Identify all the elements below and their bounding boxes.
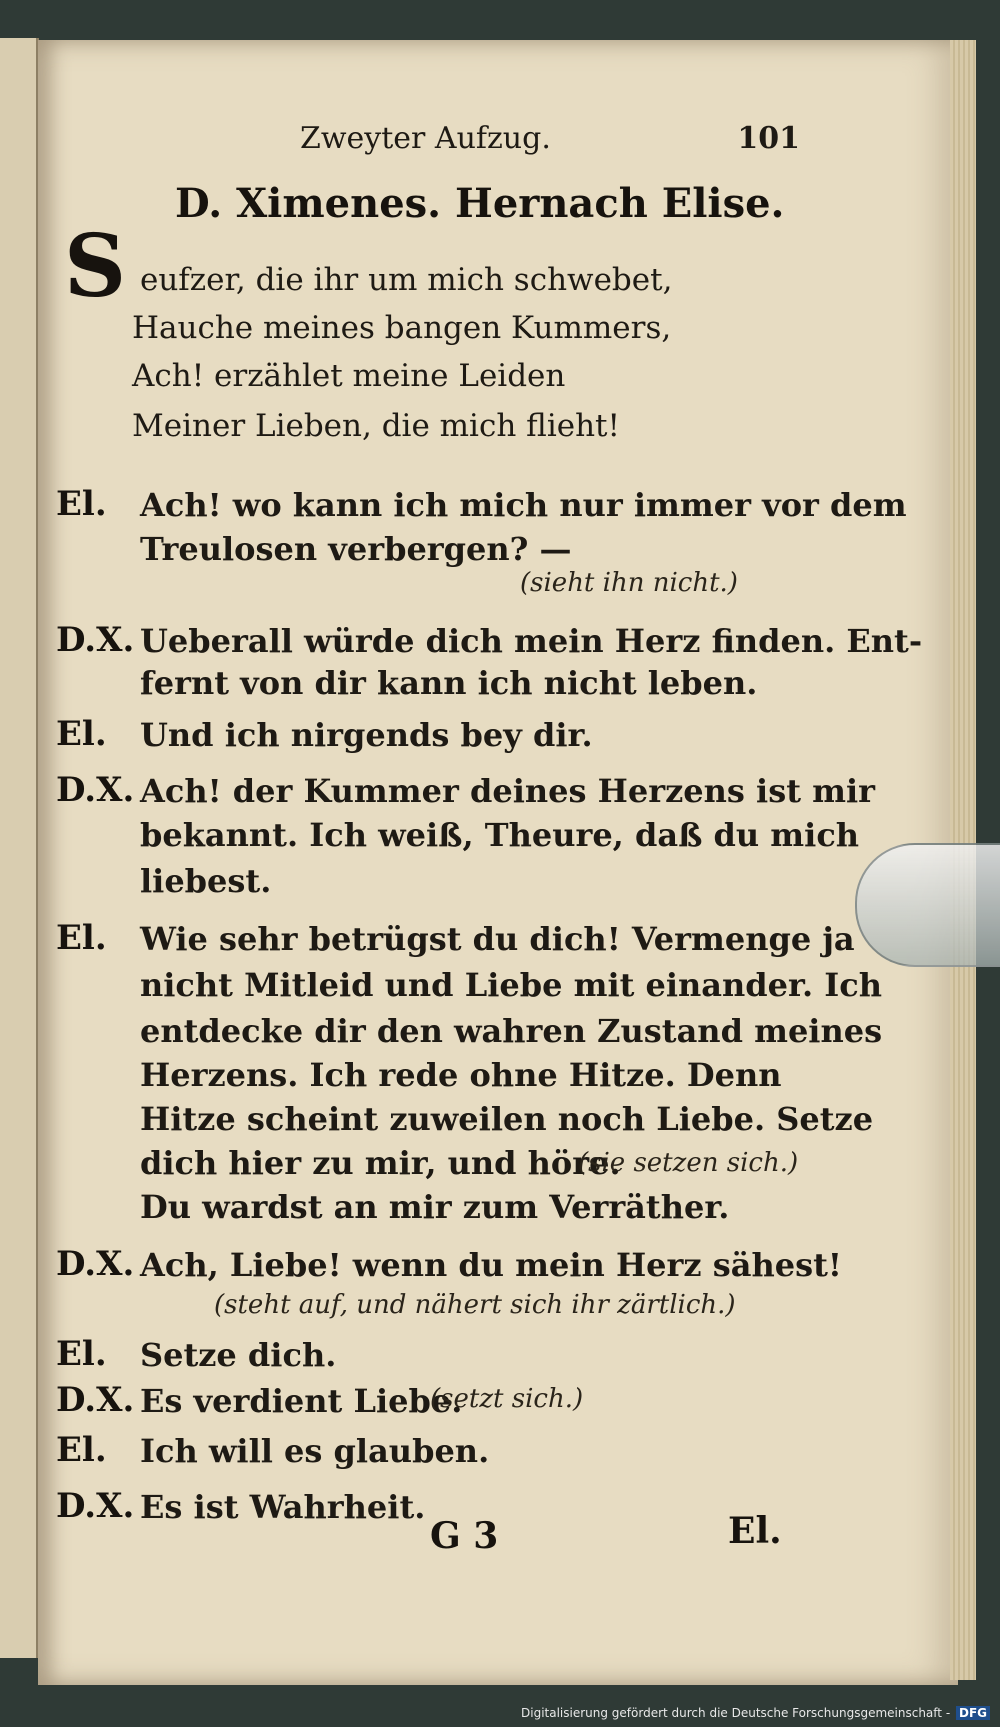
dialogue-line: Hitze scheint zuweilen noch Liebe. Setze bbox=[140, 1100, 874, 1138]
catchword: El. bbox=[728, 1510, 782, 1552]
dialogue-line: fernt von dir kann ich nicht leben. bbox=[140, 664, 758, 702]
facing-page-edge bbox=[0, 38, 39, 1658]
dialogue-line: Wie sehr betrügst du dich! Vermenge ja bbox=[140, 920, 855, 958]
speaker-label: D.X. bbox=[56, 1380, 135, 1420]
speaker-label: D.X. bbox=[56, 1486, 135, 1526]
dialogue-line: Ach! wo kann ich mich nur immer vor dem bbox=[140, 486, 907, 524]
page-holder-clip bbox=[855, 843, 1000, 967]
speaker-label: D.X. bbox=[56, 620, 135, 660]
stage-direction: (setzt sich.) bbox=[430, 1384, 584, 1414]
stage-direction: (steht auf, und nähert sich ihr zärtlich.) bbox=[214, 1290, 736, 1320]
song-line: eufzer, die ihr um mich schwebet, bbox=[140, 262, 673, 298]
dialogue-line: dich hier zu mir, und höre. bbox=[140, 1144, 621, 1182]
speaker-label: D.X. bbox=[56, 1244, 135, 1284]
page-header bbox=[300, 121, 800, 161]
song-line: Hauche meines bangen Kummers, bbox=[132, 310, 672, 346]
dialogue-line: Setze dich. bbox=[140, 1336, 337, 1374]
dialogue-line: entdecke dir den wahren Zustand meines bbox=[140, 1012, 883, 1050]
speaker-label: D.X. bbox=[56, 770, 135, 810]
dialogue-line: Und ich nirgends bey dir. bbox=[140, 716, 593, 754]
dialogue-line: Ach! der Kummer deines Herzens ist mir bbox=[140, 772, 875, 810]
speaker-label: El. bbox=[56, 918, 107, 958]
speaker-label: El. bbox=[56, 1334, 107, 1374]
dialogue-line: Ueberall würde dich mein Herz finden. Ent- bbox=[140, 622, 923, 660]
dialogue-line: bekannt. Ich weiß, Theure, daß du mich bbox=[140, 816, 860, 854]
digitization-credit bbox=[521, 1706, 990, 1720]
speaker-label: El. bbox=[56, 1430, 107, 1470]
dialogue-line: Herzens. Ich rede ohne Hitze. Denn bbox=[140, 1056, 782, 1094]
dfg-logo: DFG bbox=[956, 1706, 990, 1720]
song-line: Meiner Lieben, die mich flieht! bbox=[132, 408, 620, 444]
dialogue-line: Du wardst an mir zum Verräther. bbox=[140, 1188, 730, 1226]
dialogue-line: Ich will es glauben. bbox=[140, 1432, 490, 1470]
stage-direction: (sie setzen sich.) bbox=[578, 1148, 799, 1178]
stage-direction: (sieht ihn nicht.) bbox=[520, 568, 738, 598]
signature-mark: G 3 bbox=[430, 1515, 499, 1557]
scene-heading: D. Ximenes. Hernach Elise. bbox=[175, 180, 785, 227]
running-head: Zweyter Aufzug. bbox=[300, 121, 551, 156]
dialogue-line: nicht Mitleid und Liebe mit einander. Ich bbox=[140, 966, 882, 1004]
drop-cap: S bbox=[64, 216, 127, 317]
page-number: 101 bbox=[737, 121, 800, 156]
dialogue-line: liebest. bbox=[140, 862, 272, 900]
song-line: Ach! erzählet meine Leiden bbox=[132, 358, 566, 394]
dialogue-line: Treulosen verbergen? — bbox=[140, 530, 572, 568]
credit-text: Digitalisierung gefördert durch die Deutsche Forschungsgemeinschaft - bbox=[521, 1706, 951, 1720]
dialogue-line: Es ist Wahrheit. bbox=[140, 1488, 426, 1526]
speaker-label: El. bbox=[56, 714, 107, 754]
speaker-label: El. bbox=[56, 484, 107, 524]
dialogue-line: Ach, Liebe! wenn du mein Herz sähest! bbox=[140, 1246, 842, 1284]
dialogue-line: Es verdient Liebe. bbox=[140, 1382, 463, 1420]
